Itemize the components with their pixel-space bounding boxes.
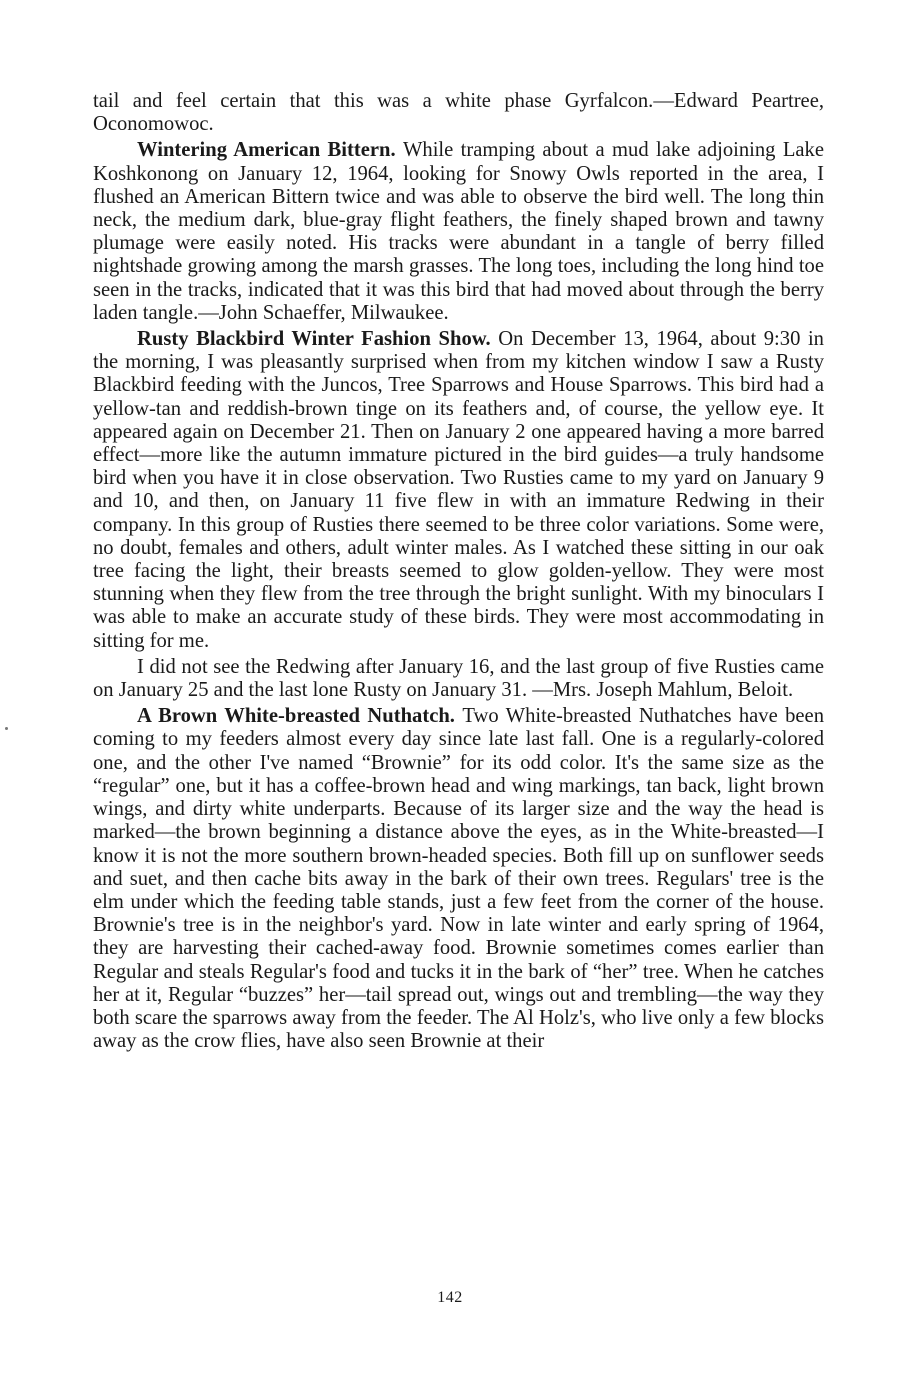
paragraph-rusty-blackbird-continued <box>93 656 824 702</box>
scan-speck <box>5 727 8 730</box>
page-number: 142 <box>437 1289 463 1306</box>
paragraph-text: While tramping about a mud lake adjoining Lake Koshkonong on January 12, 1964, looking for Snowy Owls reported in the area, I flushed an American Bittern twice and was able to observe the bird well. The long thin neck, the medium dark, blue-gray flight feathers, the finely shaped brown and tawny plumage were easily noted. His tracks were abundant in a tangle of berry filled nightshade growing among the marsh grasses. The long toes, including the long hind toe seen in the tracks, indicated that it was this bird that had moved about through the berry laden tangle.—John Schaeffer, Milwaukee. <box>93 139 824 324</box>
text-column <box>93 90 824 1053</box>
section-heading-rusty-blackbird: Rusty Blackbird Winter Fashion Show. <box>137 328 499 351</box>
paragraph-gyrfalcon-continuation <box>93 90 824 136</box>
paragraph-text: On December 13, 1964, about 9:30 in the morning, I was pleasantly surprised when from my kitchen window I saw a Rusty Blackbird feeding with the Juncos, Tree Sparrows and House Sparrows. This bird had a yellow-tan and reddish-brown tinge on its feathers and, of course, the yellow eye. It appeared again on December 21. Then on January 2 one appeared having a more barred effect—more like the autumn immature pictured in the bird guides—a truly handsome bird when you have it in close observation. Two Rusties came to my yard on January 9 and 10, and then, on January 11 five flew in with an immature Redwing in their company. In this group of Rusties there seemed to be three color variations. Some were, no doubt, females and others, adult winter males. As I watched these sitting in our oak tree facing the light, their breasts seemed to glow golden-yellow. They were most stunning when they flew from the tree through the bright sunlight. With my binoculars I was able to make an accurate study of these birds. They were most accommodating in sitting for me. <box>93 328 824 652</box>
paragraph-text: tail and feel certain that this was a white phase Gyrfalcon.—Edward Peartree, Oconomowoc. <box>93 90 824 136</box>
paragraph-text: Two White-breasted Nuthatches have been coming to my feeders almost every day since late last fall. One is a regularly-colored one, and the other I've named “Brownie” for its odd color. It's the same size as the “regular” one, but it has a coffee-brown head and wing markings, tan back, light brown wings, and dirty white underparts. Because of its larger size and the way the head is marked—the brown beginning a distance above the eyes, as in the White-breasted—I know it is not the more southern brown-headed species. Both fill up on sunflower seeds and suet, and then cache bits away in the bark of their own trees. Regulars' tree is the elm under which the feeding table stands, just a few feet from the corner of the house. Brownie's tree is in the neighbor's yard. Now in late winter and early spring of 1964, they are harvesting their cached-away food. Brownie sometimes comes earlier than Regular and steals Regular's food and tucks it in the bark of “her” tree. When he catches her at it, Regular “buzzes” her—tail spread out, wings out and trembling—the way they both scare the sparrows away from the feeder. The Al Holz's, who live only a few blocks away as the crow flies, have also seen Brownie at their <box>93 705 824 1053</box>
paragraph-bittern <box>93 139 824 325</box>
section-heading-bittern: Wintering American Bittern. <box>137 139 403 162</box>
paragraph-text: I did not see the Redwing after January 16, and the last group of five Rusties came on January 25 and the last lone Rusty on January 31. —Mrs. Joseph Mahlum, Beloit. <box>93 655 824 702</box>
section-heading-nuthatch: A Brown White-breasted Nuthatch. <box>137 705 463 728</box>
paragraph-nuthatch <box>93 705 824 1053</box>
paragraph-rusty-blackbird <box>93 328 824 653</box>
